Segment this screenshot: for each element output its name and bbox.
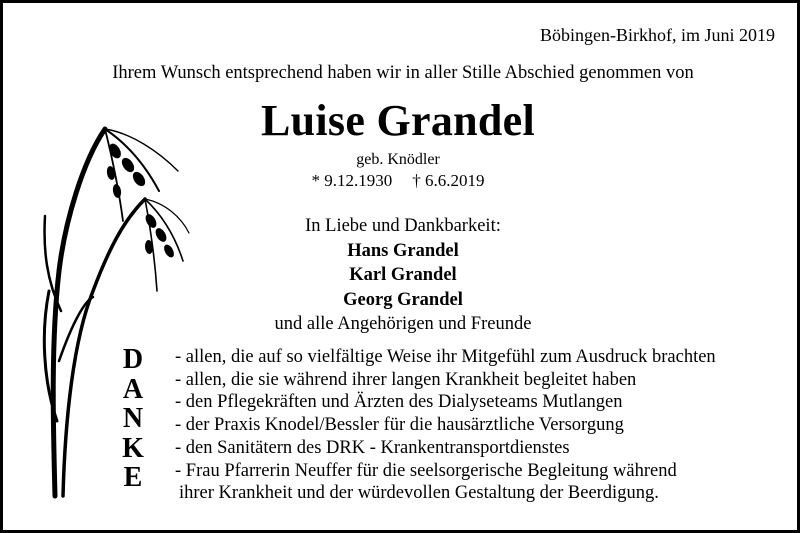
thanks-line: - allen, die sie während ihrer langen Krankheit begleitet haben: [175, 369, 637, 390]
mourner-name: Hans Grandel: [347, 240, 459, 261]
mourners-block: [3, 214, 800, 337]
thanks-list: [175, 346, 716, 505]
danke-vertical: [113, 345, 153, 493]
birth-date: * 9.12.1930: [311, 171, 393, 190]
thanks-line: ihrer Krankheit und der würdevollen Gestaltung der Beerdigung.: [179, 483, 659, 504]
danke-letter: E: [123, 462, 143, 493]
maiden-name: geb. Knödler: [356, 151, 440, 168]
danke-letter: K: [122, 432, 144, 464]
thanks-line: - Frau Pfarrerin Neuffer für die seelsorgerische Begleitung während: [175, 460, 677, 481]
thanks-line: - den Pflegekräften und Ärzten des Dialyseteams Mutlangen: [175, 392, 623, 413]
danke-letter: D: [122, 344, 144, 375]
death-date: † 6.6.2019: [412, 171, 485, 190]
deceased-name: Luise Grandel: [260, 96, 536, 145]
thanks-line: - den Sanitätern des DRK - Krankentransportdienstes: [175, 437, 570, 458]
thanks-line: - der Praxis Knodel/Bessler für die hausärztliche Versorgung: [175, 415, 624, 436]
mourner-name: Karl Grandel: [349, 265, 457, 285]
intro-text: Ihrem Wunsch entsprechend haben wir in aller Stille Abschied genommen von: [112, 63, 694, 83]
danke-letter: N: [122, 403, 144, 434]
place-date: Böbingen-Birkhof, im Juni 2019: [540, 25, 775, 45]
thanks-line: - allen, die auf so vielfältige Weise ihr Mitgefühl zum Ausdruck brachten: [175, 347, 716, 367]
mourners-others: und alle Angehörigen und Freunde: [274, 314, 532, 334]
life-dates: [3, 171, 793, 191]
mourners-heading: In Liebe und Dankbarkeit:: [305, 216, 501, 236]
danke-letter: A: [122, 373, 144, 405]
mourner-name: Georg Grandel: [343, 289, 463, 310]
